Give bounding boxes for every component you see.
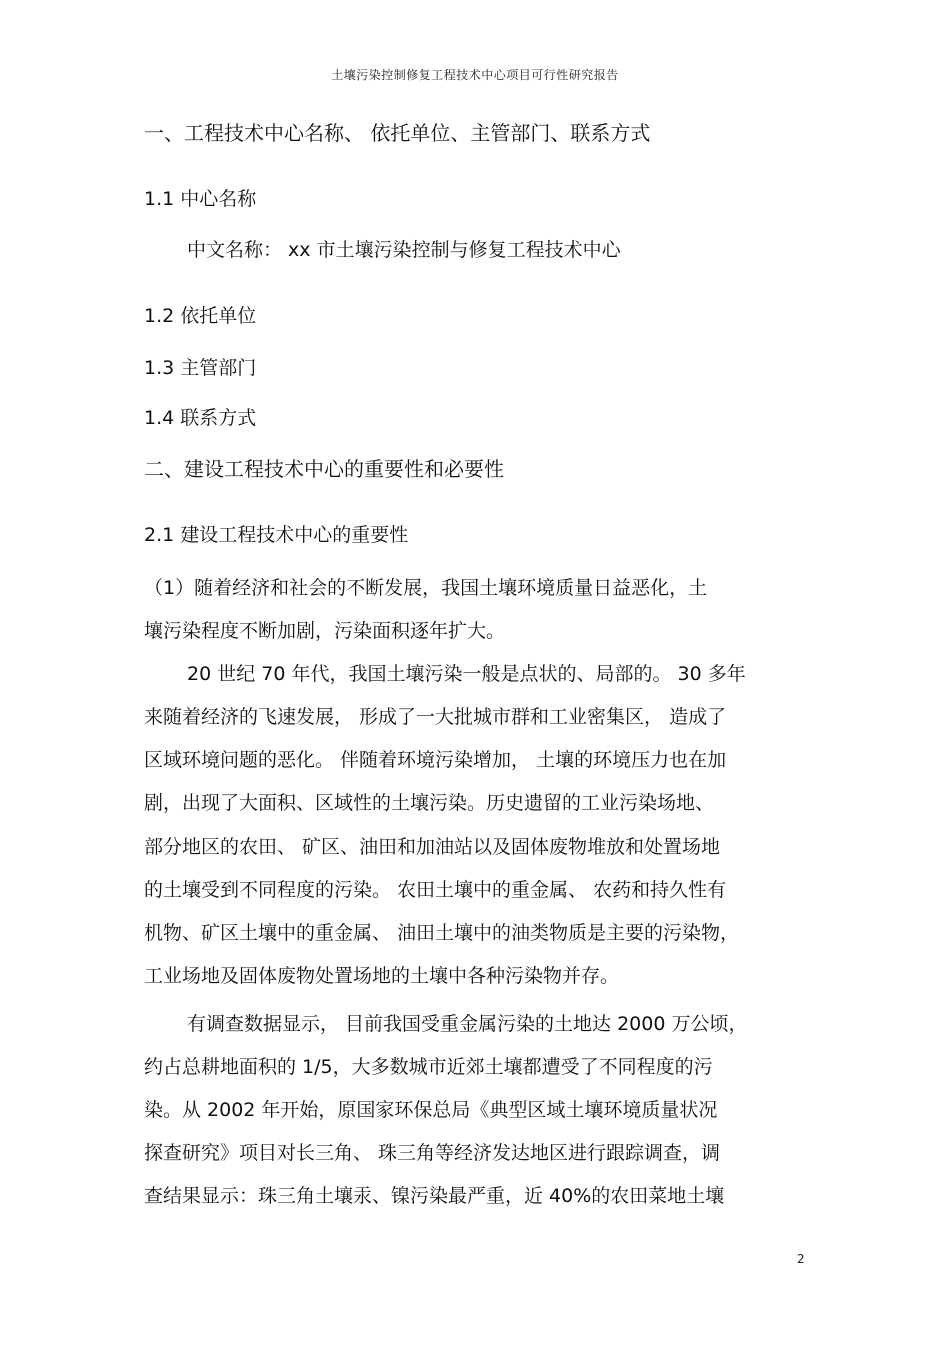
subsection-heading-1-2: 1.2 依托单位: [144, 305, 257, 327]
paragraph-line: 工业场地及固体废物处置场地的土壤中各种污染物并存。: [144, 965, 620, 987]
paragraph-line: 有调查数据显示， 目前我国受重金属污染的土地达 2000 万公顷，: [187, 1013, 748, 1035]
paragraph-line: 探查研究》项目对长三角、 珠三角等经济发达地区进行跟踪调查，调: [144, 1142, 721, 1164]
paragraph-line: 的土壤受到不同程度的污染。 农田土壤中的重金属、 农药和持久性有: [144, 879, 727, 901]
paragraph-line: 染。从 2002 年开始，原国家环保总局《典型区域土壤环境质量状况: [144, 1099, 718, 1121]
paragraph-line: 来随着经济的飞速发展， 形成了一大批城市群和工业密集区， 造成了: [144, 706, 727, 728]
center-chinese-name: 中文名称： xx 市土壤污染控制与修复工程技术中心: [187, 239, 621, 261]
subsection-heading-1-4: 1.4 联系方式: [144, 407, 257, 429]
page-number: 2: [797, 1252, 805, 1266]
running-header: 土壤污染控制修复工程技术中心项目可行性研究报告: [331, 68, 619, 82]
subsection-heading-1-1: 1.1 中心名称: [144, 188, 257, 210]
paragraph-line: 20 世纪 70 年代，我国土壤污染一般是点状的、局部的。 30 多年: [187, 663, 746, 685]
paragraph-line: 壤污染程度不断加剧，污染面积逐年扩大。: [144, 620, 506, 642]
paragraph-line: 机物、矿区土壤中的重金属、 油田土壤中的油类物质是主要的污染物，: [144, 922, 740, 944]
paragraph-line: 区域环境问题的恶化。 伴随着环境污染增加， 土壤的环境压力也在加: [144, 749, 727, 771]
section-heading-1: 一、工程技术中心名称、 依托单位、主管部门、联系方式: [144, 121, 651, 145]
paragraph-line: 约占总耕地面积的 1/5，大多数城市近郊土壤都遭受了不同程度的污: [144, 1056, 713, 1078]
paragraph-line: 部分地区的农田、 矿区、油田和加油站以及固体废物堆放和处置场地: [144, 836, 721, 858]
subsection-heading-1-3: 1.3 主管部门: [144, 357, 257, 379]
subsection-heading-2-1: 2.1 建设工程技术中心的重要性: [144, 524, 409, 546]
paragraph-line: （1）随着经济和社会的不断发展，我国土壤环境质量日益恶化，土: [144, 577, 708, 599]
section-heading-2: 二、建设工程技术中心的重要性和必要性: [144, 457, 504, 481]
paragraph-line: 查结果显示：珠三角土壤汞、镍污染最严重，近 40%的农田菜地土壤: [144, 1185, 725, 1207]
paragraph-line: 剧，出现了大面积、区域性的土壤污染。历史遗留的工业污染场地、: [144, 792, 715, 814]
